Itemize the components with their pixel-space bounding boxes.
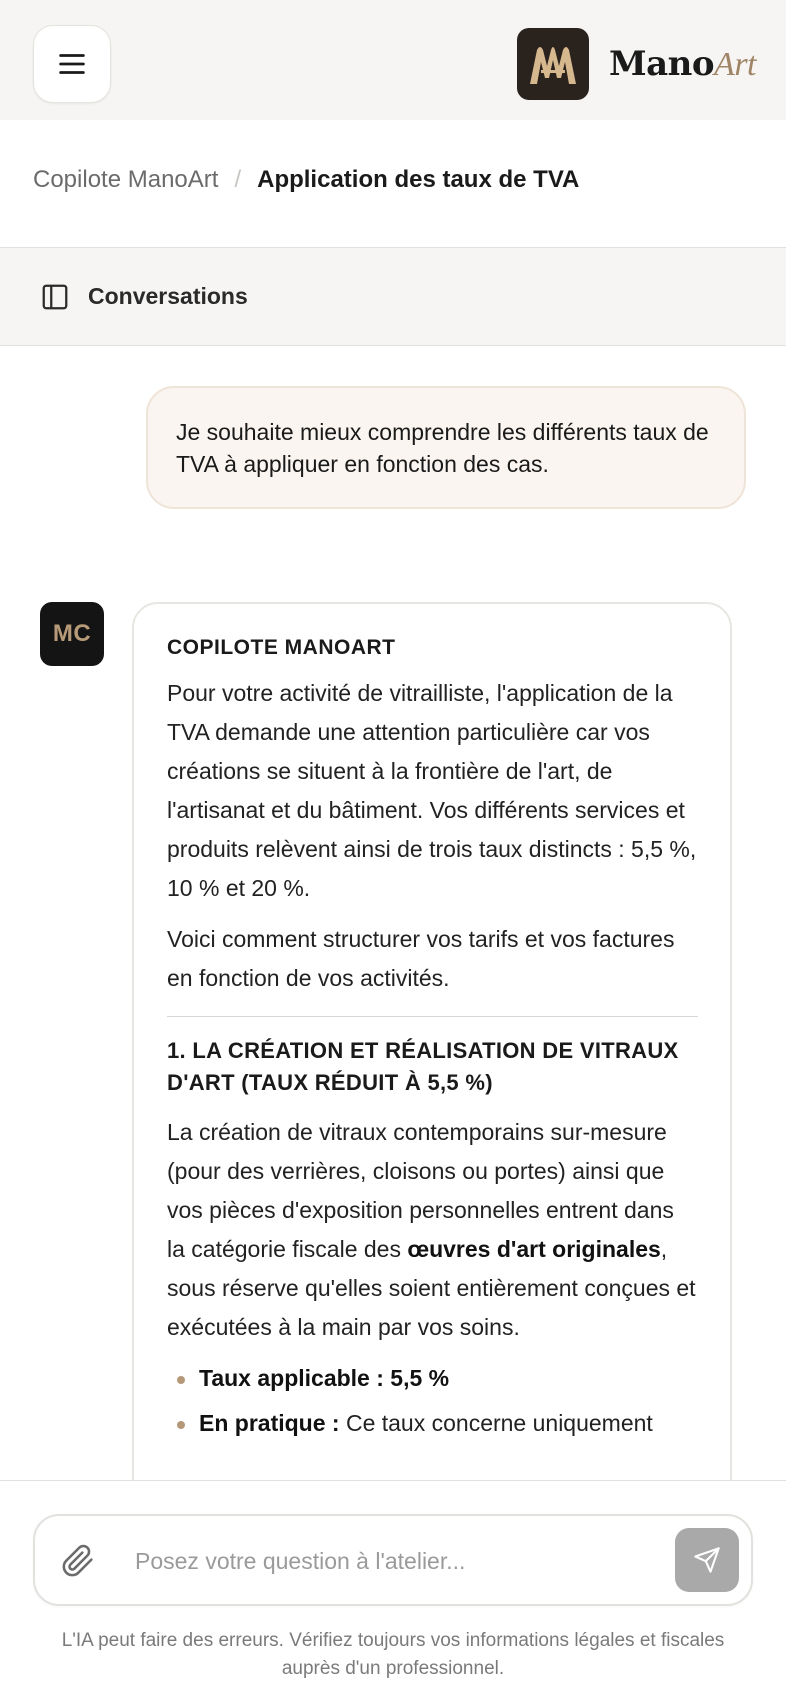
paperclip-icon[interactable] <box>61 1544 95 1578</box>
section-divider <box>167 1016 698 1017</box>
brand-logo <box>517 28 589 100</box>
top-header <box>0 0 786 120</box>
brand-name <box>609 44 756 84</box>
section-1-bullet-list <box>167 1359 698 1443</box>
section-1-text-bold: œuvres d'art originales <box>407 1236 661 1262</box>
bullet-1-text: Taux applicable : 5,5 % <box>199 1365 450 1391</box>
send-arrow-icon <box>693 1546 721 1574</box>
bullet-2-label: En pratique : <box>199 1410 340 1436</box>
assistant-paragraph-1: Pour votre activité de vitrailliste, l'application de la TVA demande une attention particulière car vos créations se situent à la frontière de l'art, de l'artisanat et du bâtiment. Vos différents services et produits relèvent ainsi de trois taux distincts : 5,5 %, 10 % et 20 %. <box>167 680 697 901</box>
section-1-paragraph <box>167 1113 698 1347</box>
message-input[interactable] <box>135 1538 695 1584</box>
list-item <box>167 1404 698 1443</box>
breadcrumb-current: Application des taux de TVA <box>257 166 580 193</box>
composer-area <box>0 1480 786 1704</box>
menu-button[interactable] <box>33 25 111 103</box>
section-1-text-before: La création de vitraux contemporains sur-mesure (pour des verrières, cloisons ou portes) ainsi que vos pièces d'exposition personnelles entrent dans la catégorie fiscale des <box>167 1119 674 1262</box>
chat-thread[interactable] <box>0 346 786 1480</box>
list-item <box>167 1359 698 1398</box>
assistant-avatar: MC <box>40 602 104 666</box>
send-button[interactable] <box>675 1528 739 1592</box>
user-message-text: Je souhaite mieux comprendre les différents taux de TVA à appliquer en fonction des cas. <box>176 419 709 477</box>
section-1-heading: 1. LA CRÉATION ET RÉALISATION DE VITRAUX D'ART (TAUX RÉDUIT À 5,5 %) <box>167 1038 679 1095</box>
conversations-label: Conversations <box>88 283 248 309</box>
bullet-2-text: Ce taux concerne uniquement <box>339 1410 653 1436</box>
brand-logo-icon <box>527 42 579 86</box>
breadcrumb-separator: / <box>234 166 242 193</box>
brand[interactable] <box>517 27 756 101</box>
sidebar-panel-icon <box>40 282 70 312</box>
section-1-text-after: , sous réserve qu'elles soient entièrement conçues et exécutées à la main par vos soins. <box>167 1236 696 1340</box>
assistant-sender-name: COPILOTE MANOART <box>167 636 396 659</box>
brand-name-accent: Art <box>714 46 756 83</box>
ai-disclaimer: L'IA peut faire des erreurs. Vérifiez toujours vos informations légales et fiscales auprès d'un professionnel. <box>61 1630 725 1679</box>
brand-name-main: Mano <box>608 44 715 84</box>
message-composer <box>33 1514 753 1606</box>
user-message-bubble <box>146 386 746 509</box>
breadcrumb <box>33 166 579 194</box>
conversations-toggle[interactable] <box>0 247 786 346</box>
assistant-message-card <box>132 602 732 1480</box>
hamburger-menu-icon <box>55 47 89 81</box>
assistant-paragraph-2: Voici comment structurer vos tarifs et vos factures en fonction de vos activités. <box>167 926 675 991</box>
breadcrumb-root-link[interactable]: Copilote ManoArt <box>33 166 219 193</box>
